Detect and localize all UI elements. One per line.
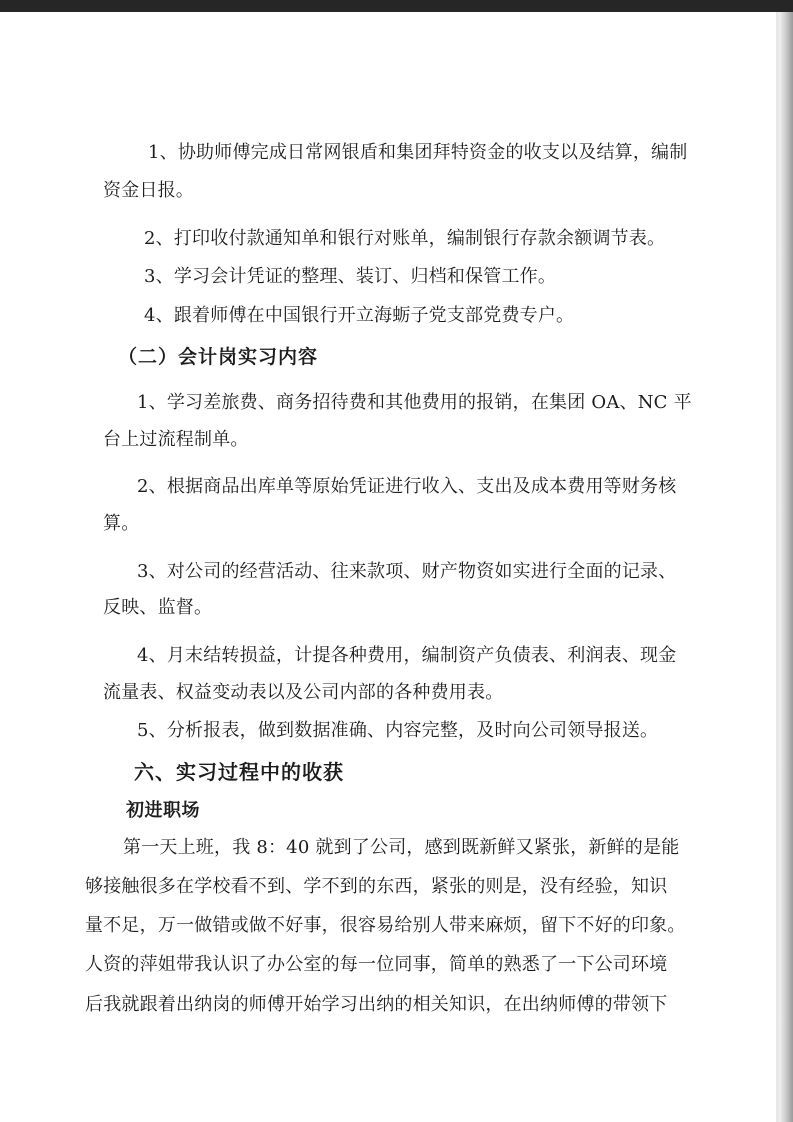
section-accounting-title: （二）会计岗实习内容 <box>118 346 319 368</box>
scan-top-edge <box>0 0 793 12</box>
accounting-item-5: 5、分析报表，做到数据准确、内容完整，及时向公司领导报送。 <box>137 720 659 741</box>
section-gains-subtitle: 初进职场 <box>126 800 200 821</box>
paragraph-line-1: 第一天上班，我 8：40 就到了公司，感到既新鲜又紧张，新鲜的是能 <box>123 837 680 858</box>
section-gains-title: 六、实习过程中的收获 <box>134 760 344 784</box>
accounting-item-2-line-1: 2、根据商品出库单等原始凭证进行收入、支出及成本费用等财务核 <box>137 476 677 497</box>
paragraph-line-3: 量不足，万一做错或做不好事，很容易给别人带来麻烦，留下不好的印象。 <box>85 915 686 936</box>
paragraph-line-2: 够接触很多在学校看不到、学不到的东西，紧张的则是，没有经验，知识 <box>85 876 668 897</box>
cashier-item-3: 3、学习会计凭证的整理、装订、归档和保管工作。 <box>144 266 557 287</box>
accounting-item-1-line-1: 1、学习差旅费、商务招待费和其他费用的报销，在集团 OA、NC 平 <box>137 392 692 413</box>
accounting-item-4-line-2: 流量表、权益变动表以及公司内部的各种费用表。 <box>103 682 504 703</box>
accounting-item-1-line-2: 台上过流程制单。 <box>103 429 249 450</box>
cashier-item-1-line-1: 1、协助师傅完成日常网银盾和集团拜特资金的收支以及结算，编制 <box>148 142 688 163</box>
scan-right-edge <box>779 12 793 1122</box>
paragraph-line-5: 后我就跟着出纳岗的师傅开始学习出纳的相关知识，在出纳师傅的带领下 <box>85 994 668 1015</box>
accounting-item-2-line-2: 算。 <box>103 513 140 534</box>
accounting-item-3-line-2: 反映、监督。 <box>103 597 213 618</box>
cashier-item-4: 4、跟着师傅在中国银行开立海蛎子党支部党费专户。 <box>144 305 575 326</box>
paragraph-line-4: 人资的萍姐带我认识了办公室的每一位同事，简单的熟悉了一下公司环境 <box>85 954 668 975</box>
cashier-item-2: 2、打印收付款通知单和银行对账单，编制银行存款余额调节表。 <box>144 228 666 249</box>
accounting-item-3-line-1: 3、对公司的经营活动、往来款项、财产物资如实进行全面的记录、 <box>137 561 677 582</box>
accounting-item-4-line-1: 4、月末结转损益，计提各种费用，编制资产负债表、利润表、现金 <box>137 645 677 666</box>
cashier-item-1-line-2: 资金日报。 <box>103 180 194 201</box>
